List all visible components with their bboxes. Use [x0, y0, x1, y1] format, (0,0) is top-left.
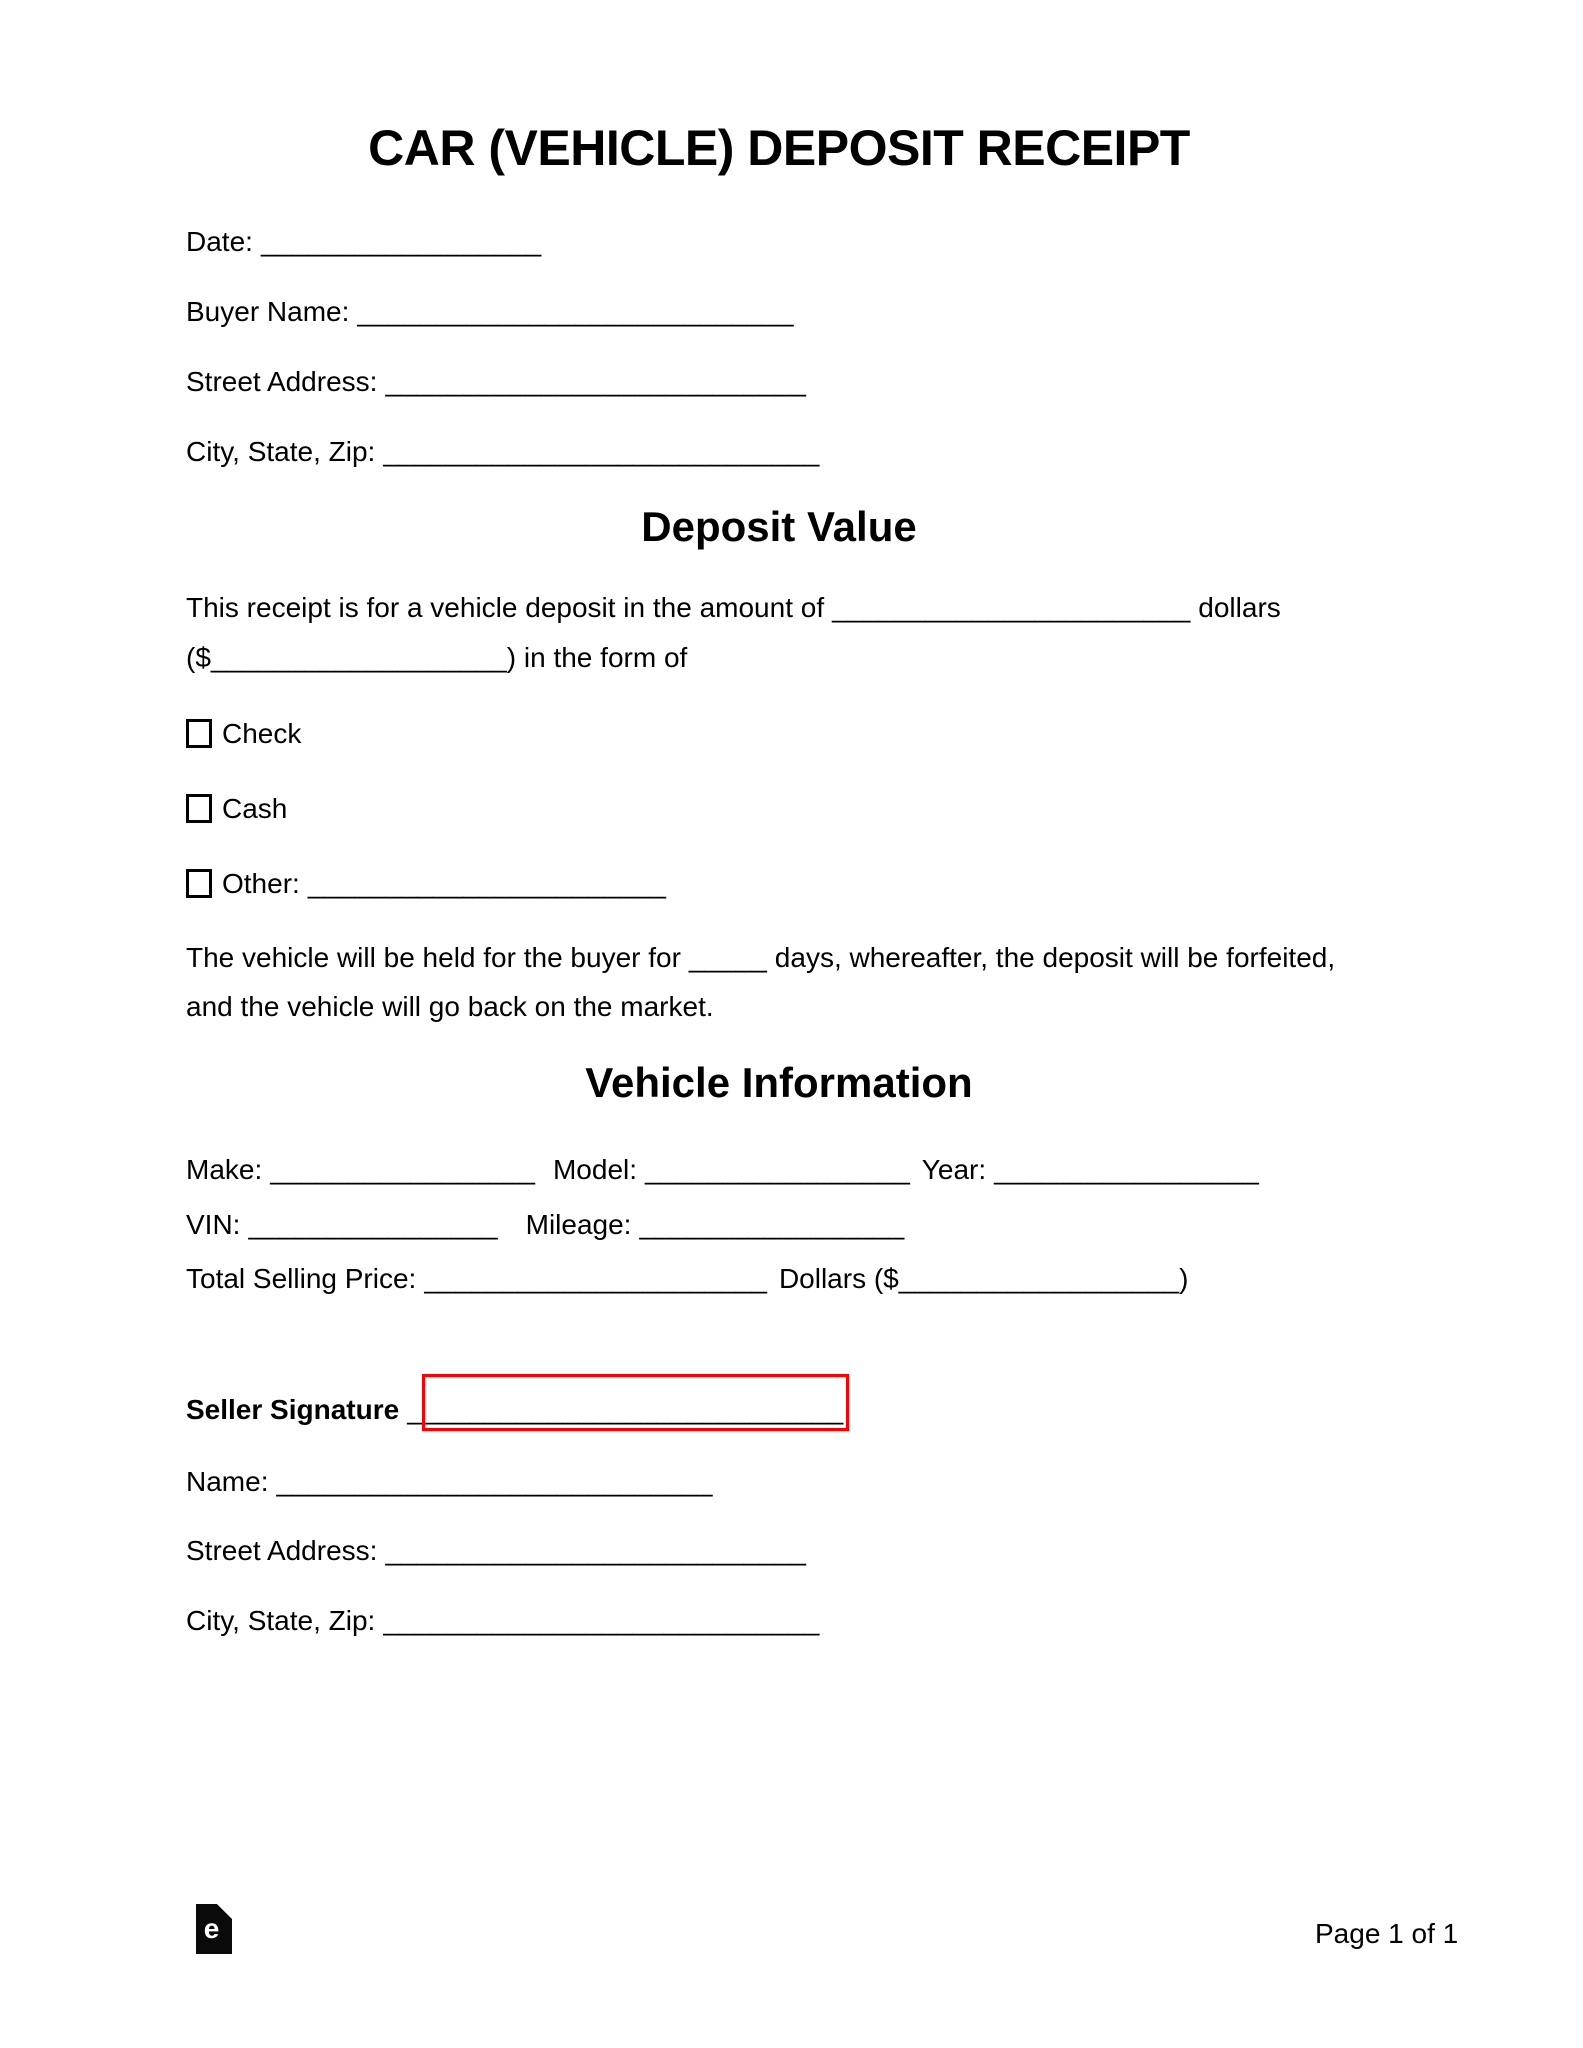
seller-name-row: [186, 1466, 713, 1498]
logo-letter: e: [203, 1913, 220, 1944]
check-checkbox-icon[interactable]: [186, 719, 212, 748]
buyer-date-row: [186, 226, 541, 258]
check-label: Check: [222, 718, 302, 749]
seller-city-label: City, State, Zip:: [186, 1605, 376, 1636]
payment-option-cash: [186, 793, 287, 825]
buyer-name-blank[interactable]: ____________________________: [357, 296, 794, 327]
buyer-street-label: Street Address:: [186, 366, 378, 397]
buyer-city-label: City, State, Zip:: [186, 436, 376, 467]
hold-line1-before: The vehicle will be held for the buyer for: [186, 942, 681, 973]
seller-city-row: [186, 1605, 819, 1637]
amount-sentence-suffix: dollars: [1198, 592, 1281, 623]
make-label: Make:: [186, 1154, 263, 1185]
vehicle-row-price: [186, 1263, 1188, 1295]
hold-clause-line1: [186, 942, 1335, 974]
date-blank[interactable]: __________________: [260, 226, 542, 257]
price-words-blank[interactable]: ______________________: [424, 1263, 767, 1294]
price-dollars-label: Dollars ($: [778, 1263, 899, 1294]
amount-sentence-prefix: This receipt is for a vehicle deposit in the amount of: [186, 592, 825, 623]
seller-name-label: Name:: [186, 1466, 269, 1497]
vehicle-information-heading: Vehicle Information: [585, 1059, 973, 1106]
other-label: Other:: [222, 868, 300, 899]
days-blank[interactable]: _____: [688, 942, 767, 973]
deposit-value-heading: Deposit Value: [641, 503, 917, 550]
seller-signature-label: Seller Signature: [186, 1394, 400, 1425]
buyer-city-row: [186, 436, 819, 468]
date-label: Date:: [186, 226, 253, 257]
model-label: Model:: [552, 1154, 638, 1185]
model-blank[interactable]: _________________: [645, 1154, 910, 1185]
other-checkbox-icon[interactable]: [186, 869, 212, 898]
vehicle-row-vin-mileage: [186, 1209, 904, 1241]
hold-line1-after: days, whereafter, the deposit will be forfeited,: [774, 942, 1336, 973]
eforms-logo-icon: [196, 1904, 232, 1954]
seller-city-blank[interactable]: ____________________________: [383, 1605, 820, 1636]
vin-blank[interactable]: ________________: [248, 1209, 498, 1240]
cash-checkbox-icon[interactable]: [186, 794, 212, 823]
buyer-city-blank[interactable]: ____________________________: [383, 436, 820, 467]
mileage-blank[interactable]: _________________: [639, 1209, 905, 1240]
page-indicator: Page 1 of 1: [1315, 1918, 1459, 1949]
buyer-street-row: [186, 366, 806, 398]
amount-numeric-blank[interactable]: ___________________: [210, 642, 507, 673]
cash-label: Cash: [222, 793, 288, 824]
vin-label: VIN:: [186, 1209, 241, 1240]
price-close-paren: ): [1179, 1263, 1189, 1294]
numeric-suffix: ) in the form of: [506, 642, 688, 673]
other-blank[interactable]: _______________________: [307, 868, 666, 899]
amount-words-blank[interactable]: _______________________: [832, 592, 1191, 623]
total-selling-price-label: Total Selling Price:: [186, 1263, 417, 1294]
mileage-label: Mileage:: [525, 1209, 632, 1240]
buyer-street-blank[interactable]: ___________________________: [385, 366, 806, 397]
payment-option-check: [186, 718, 301, 750]
buyer-name-label: Buyer Name:: [186, 296, 350, 327]
deposit-amount-line: [186, 592, 1281, 624]
signature-field-highlight[interactable]: [422, 1374, 849, 1431]
seller-street-blank[interactable]: ___________________________: [385, 1535, 806, 1566]
seller-signature-blank[interactable]: ____________________________: [407, 1394, 844, 1425]
seller-street-row: [186, 1535, 806, 1567]
seller-name-blank[interactable]: ____________________________: [276, 1466, 713, 1497]
price-numeric-blank[interactable]: __________________: [898, 1263, 1180, 1294]
year-blank[interactable]: _________________: [994, 1154, 1259, 1185]
payment-option-other: [186, 868, 666, 900]
numeric-prefix: ($: [186, 642, 211, 673]
vehicle-row-make-model-year: [186, 1154, 1259, 1186]
page-title: CAR (VEHICLE) DEPOSIT RECEIPT: [368, 120, 1190, 176]
deposit-numeric-line: [186, 642, 687, 674]
seller-street-label: Street Address:: [186, 1535, 378, 1566]
hold-clause-line2: and the vehicle will go back on the market.: [186, 991, 714, 1022]
year-label: Year:: [921, 1154, 987, 1185]
make-blank[interactable]: _________________: [270, 1154, 535, 1185]
buyer-name-row: [186, 296, 793, 328]
